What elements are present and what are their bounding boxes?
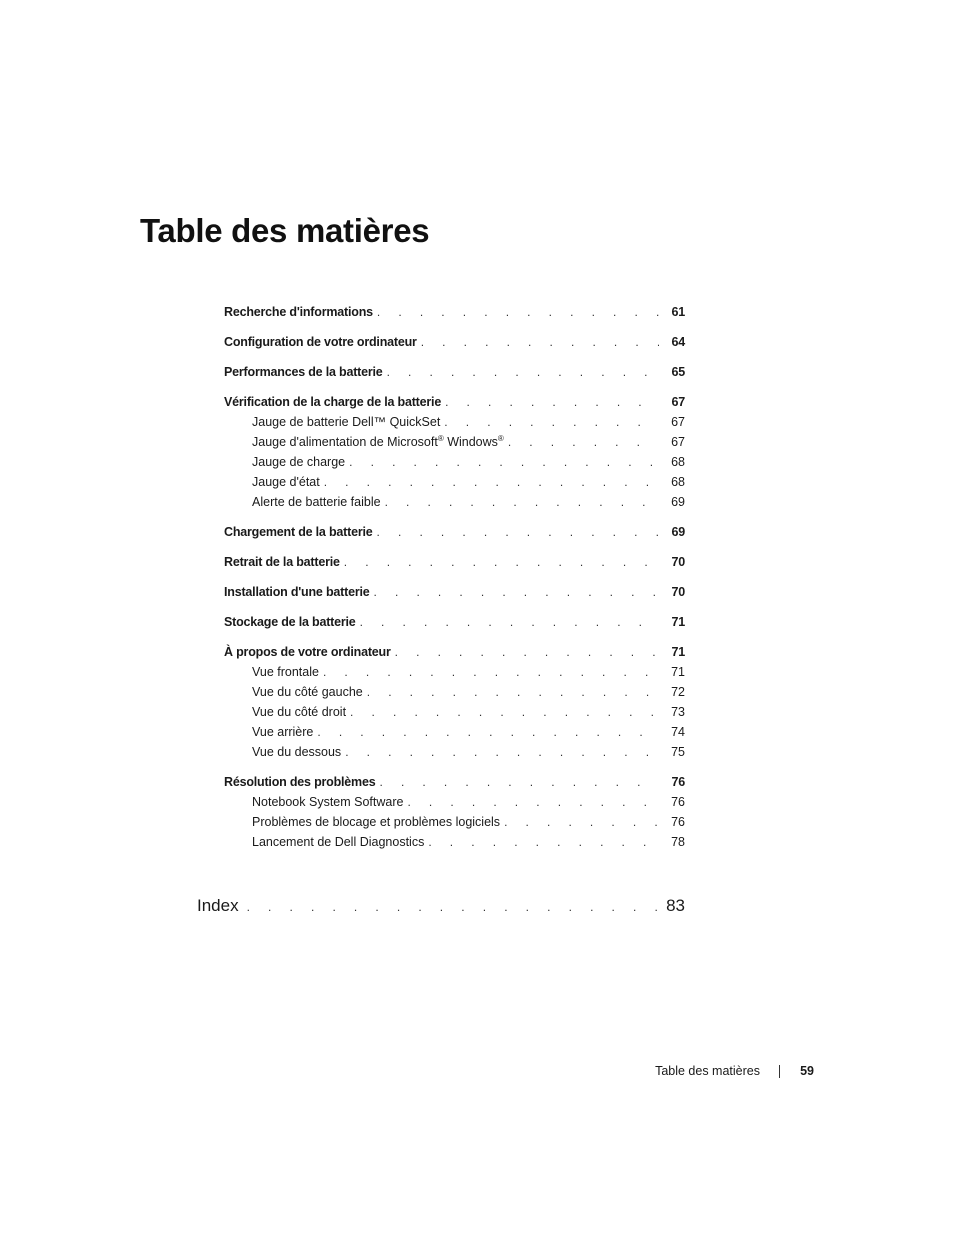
dot-leader <box>421 332 659 352</box>
toc-subentry-vue-arriere[interactable] <box>224 722 685 742</box>
toc-entry-page: 67 <box>671 395 685 409</box>
toc-subentry-page: 71 <box>671 665 685 679</box>
dot-leader <box>508 432 659 452</box>
toc-subentry-jauge-quickset[interactable] <box>224 412 685 432</box>
toc-entry-page: 70 <box>671 555 685 569</box>
dot-leader <box>407 792 659 812</box>
toc-subentry-label: Jauge de charge <box>252 455 346 469</box>
toc-subentry-jauge-windows[interactable] <box>224 432 685 452</box>
toc-entry-chargement[interactable] <box>224 522 685 542</box>
page-footer <box>600 1061 814 1081</box>
toc-entry-a-propos[interactable] <box>224 642 685 662</box>
toc-subentry-page: 68 <box>671 455 685 469</box>
registered-mark: ® <box>437 433 444 443</box>
dot-leader <box>350 702 659 722</box>
toc-subentry-page: 74 <box>671 725 685 739</box>
toc-entry-installation[interactable] <box>224 582 685 602</box>
toc-subentry-label: Jauge d'état <box>252 475 320 489</box>
toc-entry-retrait[interactable] <box>224 552 685 572</box>
toc-entry-label: Recherche d'informations <box>224 305 373 319</box>
index-page: 83 <box>666 896 685 915</box>
toc-subentry-alerte[interactable] <box>224 492 685 512</box>
footer-divider <box>779 1065 780 1078</box>
dot-leader <box>387 362 659 382</box>
toc-subentry-dell-diagnostics[interactable] <box>224 832 685 852</box>
toc-subentry-page: 76 <box>671 815 685 829</box>
dot-leader <box>345 742 659 762</box>
dot-leader <box>504 812 659 832</box>
toc-entry-index[interactable] <box>197 894 685 918</box>
dot-leader <box>323 662 659 682</box>
toc-subentry-vue-gauche[interactable] <box>224 682 685 702</box>
toc-subentry-page: 73 <box>671 705 685 719</box>
toc-entry-page: 76 <box>671 775 685 789</box>
toc-entry-label: Résolution des problèmes <box>224 775 376 789</box>
toc-subentry-label: Alerte de batterie faible <box>252 495 381 509</box>
toc-subentry-label: Vue frontale <box>252 665 319 679</box>
label-part: Windows <box>443 435 498 449</box>
toc-subentry-label: Jauge de batterie Dell™ QuickSet <box>252 415 441 429</box>
toc-subentry-notebook-software[interactable] <box>224 792 685 812</box>
registered-mark: ® <box>497 433 504 443</box>
toc-entry-label: Vérification de la charge de la batterie <box>224 395 442 409</box>
dot-leader <box>247 895 657 919</box>
toc-entry-page: 64 <box>671 335 685 349</box>
toc-subentry-label: Vue du dessous <box>252 745 342 759</box>
dot-leader <box>360 612 659 632</box>
table-of-contents <box>224 302 685 852</box>
dot-leader <box>367 682 659 702</box>
toc-entry-page: 70 <box>671 585 685 599</box>
toc-entry-resolution[interactable] <box>224 772 685 792</box>
toc-subentry-vue-dessous[interactable] <box>224 742 685 762</box>
dot-leader <box>324 472 659 492</box>
toc-entry-page: 61 <box>671 305 685 319</box>
dot-leader <box>349 452 659 472</box>
dot-leader <box>385 492 659 512</box>
toc-subentry-jauge-charge[interactable] <box>224 452 685 472</box>
toc-entry-label: Chargement de la batterie <box>224 525 373 539</box>
toc-subentry-page: 72 <box>671 685 685 699</box>
toc-subentry-vue-droit[interactable] <box>224 702 685 722</box>
toc-entry-performances[interactable] <box>224 362 685 382</box>
toc-entry-page: 71 <box>671 645 685 659</box>
toc-entry-stockage[interactable] <box>224 612 685 632</box>
dot-leader <box>344 552 659 572</box>
toc-subentry-problemes-blocage[interactable] <box>224 812 685 832</box>
dot-leader <box>377 302 659 322</box>
dot-leader <box>428 832 659 852</box>
dot-leader <box>377 522 659 542</box>
toc-subentry-page: 76 <box>671 795 685 809</box>
toc-entry-page: 65 <box>671 365 685 379</box>
toc-subentry-label: Vue du côté gauche <box>252 685 363 699</box>
toc-subentry-page: 69 <box>671 495 685 509</box>
toc-subentry-vue-frontale[interactable] <box>224 662 685 682</box>
toc-subentry-page: 78 <box>671 835 685 849</box>
dot-leader <box>445 392 659 412</box>
toc-subentry-label: Lancement de Dell Diagnostics <box>252 835 425 849</box>
toc-subentry-label: Vue arrière <box>252 725 314 739</box>
footer-page-number: 59 <box>800 1064 814 1078</box>
dot-leader <box>374 582 659 602</box>
toc-entry-verification[interactable] <box>224 392 685 412</box>
dot-leader <box>379 772 659 792</box>
toc-subentry-label <box>252 432 508 452</box>
dot-leader <box>317 722 659 742</box>
toc-entry-label: À propos de votre ordinateur <box>224 645 391 659</box>
dot-leader <box>395 642 659 662</box>
toc-entry-label: Stockage de la batterie <box>224 615 356 629</box>
toc-entry-label: Installation d'une batterie <box>224 585 370 599</box>
toc-entry-configuration[interactable] <box>224 332 685 352</box>
toc-entry-label: Performances de la batterie <box>224 365 383 379</box>
toc-subentry-label: Notebook System Software <box>252 795 404 809</box>
toc-entry-page: 71 <box>671 615 685 629</box>
toc-subentry-page: 67 <box>671 415 685 429</box>
toc-subentry-jauge-etat[interactable] <box>224 472 685 492</box>
toc-subentry-page: 67 <box>671 435 685 449</box>
label-part: Jauge d'alimentation de Microsoft <box>252 435 438 449</box>
toc-entry-recherche-informations[interactable] <box>224 302 685 322</box>
toc-entry-page: 69 <box>671 525 685 539</box>
dot-leader <box>444 412 659 432</box>
footer-section-title: Table des matières <box>655 1064 760 1078</box>
toc-entry-label: Configuration de votre ordinateur <box>224 335 417 349</box>
page-title: Table des matières <box>140 212 430 249</box>
index-label: Index <box>197 896 239 915</box>
toc-subentry-label: Vue du côté droit <box>252 705 347 719</box>
toc-entry-label: Retrait de la batterie <box>224 555 340 569</box>
toc-subentry-page: 75 <box>671 745 685 759</box>
toc-subentry-label: Problèmes de blocage et problèmes logiciels <box>252 815 501 829</box>
toc-subentry-page: 68 <box>671 475 685 489</box>
